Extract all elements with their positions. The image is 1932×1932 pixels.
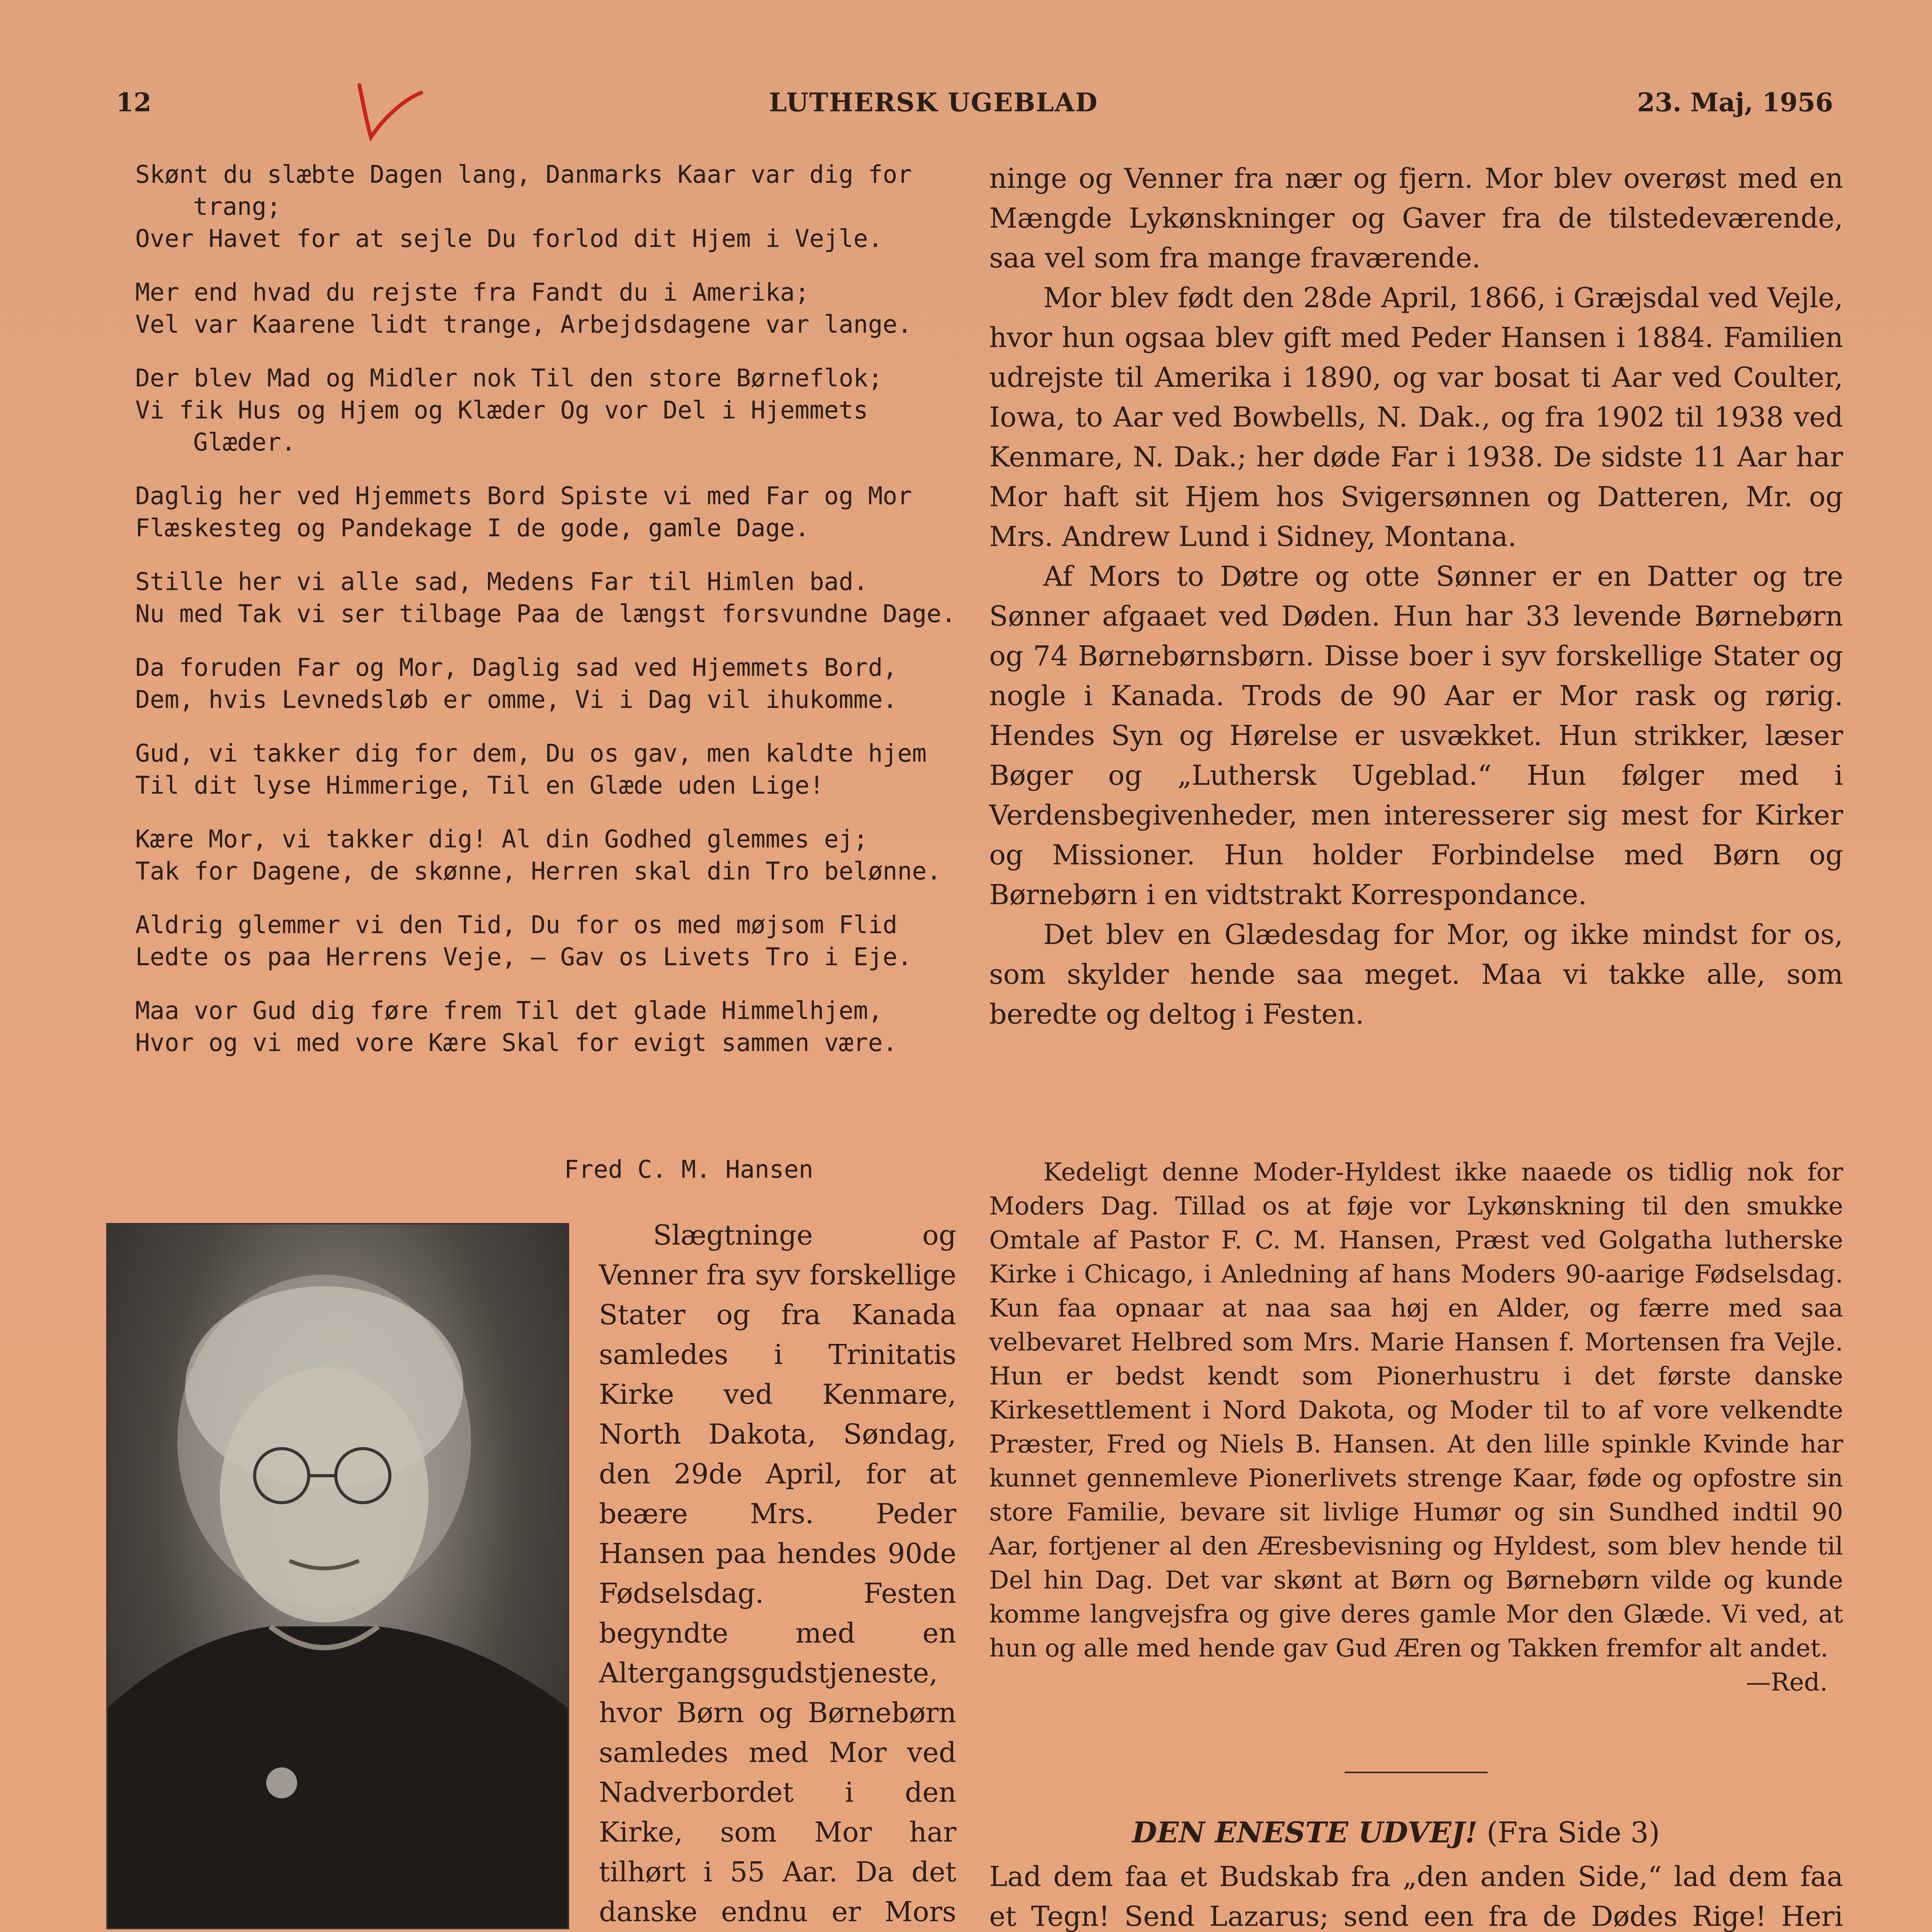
poem-line: Gud, vi takker dig for dem, Du os gav, men kaldte hjem <box>135 739 927 767</box>
poem-stanza <box>135 995 966 1059</box>
article-paragraph: Det blev en Glædesdag for Mor, og ikke mindst for os, som skylder hende saa meget. Maa vi takke alle, som beredte og deltog i Festen. <box>989 918 1843 1030</box>
section-divider <box>1345 1772 1488 1773</box>
poem-line: Mer end hvad du rejste fra Fandt du i Amerika; <box>135 278 810 306</box>
poem-line: Aldrig glemmer vi den Tid, Du for os med møjsom Flid <box>135 911 898 939</box>
poem-line: Vel var Kaarene lidt trange, Arbejdsdagene var lange. <box>135 310 912 338</box>
section-body <box>989 1857 1843 1932</box>
poem-line: Skønt du slæbte Dagen lang, Danmarks Kaar var dig for trang; <box>135 160 912 221</box>
poem-stanza <box>135 158 966 255</box>
issue-date: 23. Maj, 1956 <box>1637 87 1833 117</box>
poem-line: Maa vor Gud dig føre frem Til det glade Himmelhjem, <box>135 997 883 1025</box>
poem-stanza <box>135 276 966 340</box>
poem-line: Tak for Dagene, de skønne, Herren skal din Tro belønne. <box>135 857 942 885</box>
publication-title: LUTHERSK UGEBLAD <box>769 87 1098 117</box>
poem-stanza <box>135 737 966 801</box>
article-right-column <box>989 158 1843 1034</box>
section-heading-ref: (Fra Side 3) <box>1477 1816 1660 1849</box>
poem-line: Daglig her ved Hjemmets Bord Spiste vi med Far og Mor <box>135 482 912 510</box>
article-paragraph: Af Mors to Døtre og otte Sønner er en Datter og tre Sønner afgaaet ved Døden. Hun har 33 levende Børnebørn og 74 Børnebørnsbørn. Disse boer i syv forskellige Stater og nogle i Kanada. Trods de 90 Aar er Mor rask og rørig. Hendes Syn og Hørelse er usvækket. Hun strikker, læser Bøger og „Luthersk Ugeblad.“ Hun følger med i Verdensbegivenheder, men interesserer sig mest for Kirker og Missioner. Hun holder Forbindelse med Børn og Børnebørn i en vidtstrakt Korrespondance. <box>989 560 1843 911</box>
poem-line: Over Havet for at sejle Du forlod dit Hjem i Vejle. <box>135 224 883 253</box>
poem-stanza <box>135 651 966 716</box>
portrait-illustration <box>108 1225 568 1928</box>
page-number: 12 <box>116 87 151 117</box>
poem-line: Flæskesteg og Pandekage I de gode, gamle Dage. <box>135 514 810 542</box>
article-paragraph: Mor blev født den 28de April, 1866, i Græjsdal ved Vejle, hvor hun ogsaa blev gift med Peder Hansen i 1884. Familien udrejste til Amerika i 1890, og var bosat ti Aar ved Coulter, Iowa, to Aar ved Bowbells, N. Dak., og fra 1902 til 1938 ved Kenmare, N. Dak.; her døde Far i 1938. De sidste 11 Aar har Mor haft sit Hjem hos Svigersønnen og Datteren, Mr. og Mrs. Andrew Lund i Sidney, Montana. <box>989 282 1843 553</box>
poem-stanza <box>135 480 966 544</box>
poem-line: Der blev Mad og Midler nok Til den store Børneflok; <box>135 364 883 392</box>
article-beside-photo <box>599 1215 956 1932</box>
section-paragraph: Lad dem faa et Budskab fra „den anden Side,“ lad dem faa et Tegn! Send Lazarus; send een fra de Dødes Rige! Heri <box>989 1861 1843 1932</box>
poem-line: Hvor og vi med vore Kære Skal for evigt sammen være. <box>135 1029 898 1057</box>
poem-line: Ledte os paa Herrens Veje, — Gav os Livets Tro i Eje. <box>135 943 912 971</box>
poem-line: Vi fik Hus og Hjem og Klæder Og vor Del i Hjemmets Glæder. <box>135 396 868 456</box>
poem-line: Dem, hvis Levnedsløb er omme, Vi i Dag vil ihukomme. <box>135 685 898 714</box>
section-heading-title: DEN ENESTE UDVEJ! <box>1132 1816 1478 1849</box>
article-paragraph: Slægtninge og Venner fra syv forskellige Stater og fra Kanada samledes i Trinitatis Kirke ved Kenmare, North Dakota, Søndag, den 29de April, for at beære Mrs. Peder Hansen paa hendes 90de Fødselsdag. Festen begyndte med en Altergangsgudstjeneste, hvor Børn og Børnebørn samledes med Mor ved Nadverbordet i den Kirke, som Mor har tilhørt i 55 Aar. Da det danske endnu er Mors <box>599 1219 956 1928</box>
poem-line: Stille her vi alle sad, Medens Far til Himlen bad. <box>135 568 868 596</box>
article-paragraph: ninge og Venner fra nær og fjern. Mor blev overøst med en Mængde Lykønskninger og Gaver fra de tilstedeværende, saa vel som fra mange fraværende. <box>989 162 1843 274</box>
poem-stanza <box>135 362 966 458</box>
poem-line: Kære Mor, vi takker dig! Al din Godhed glemmes ej; <box>135 825 868 853</box>
poem-stanza <box>135 909 966 973</box>
editor-signature: —Red. <box>1746 1668 1828 1697</box>
red-checkmark-icon <box>348 70 425 147</box>
poem-line: Til dit lyse Himmerige, Til en Glæde uden Lige! <box>135 771 824 799</box>
poem-line: Nu med Tak vi ser tilbage Paa de længst forsvundne Dage. <box>135 600 956 628</box>
poem <box>135 158 966 1080</box>
poem-stanza <box>135 823 966 887</box>
portrait-photo <box>106 1223 569 1929</box>
section-heading <box>1132 1816 1660 1849</box>
editor-note-text: Kedeligt denne Moder-Hyldest ikke naaede os tidlig nok for Moders Dag. Tillad os at føje vor Lykønskning til den smukke Omtale af Pastor F. C. M. Hansen, Præst ved Golgatha lutherske Kirke i Chicago, i Anledning af hans Moders 90-aarige Fødselsdag. Kun faa opnaar at naa saa høj en Alder, og færre med saa velbevaret Helbred som Mrs. Marie Hansen f. Mortensen fra Vejle. Hun er bedst kendt som Pionerhustru i det første danske Kirkesettlement i Nord Dakota, og Moder til to af vore velkendte Præster, Fred og Niels B. Hansen. At den lille spinkle Kvinde har kunnet gennemleve Pionerlivets strenge Kaar, føde og opfostre sin store Familie, bevare sit livlige Humør og sin Sundhed indtil 90 Aar, fortjener al den Æresbevisning og Hyldest, som blev hende til Del hin Dag. Det var skønt at Børn og Børnebørn vilde og kunde komme langvejsfra og give deres gamle Mor den Glæde. Vi ved, at hun og alle med hende gav Gud Æren og Takken fremfor alt andet. <box>989 1158 1843 1663</box>
poem-author: Fred C. M. Hansen <box>564 1155 813 1184</box>
poem-stanza <box>135 566 966 630</box>
poem-line: Da foruden Far og Mor, Daglig sad ved Hjemmets Bord, <box>135 653 898 682</box>
editor-note <box>989 1155 1843 1699</box>
